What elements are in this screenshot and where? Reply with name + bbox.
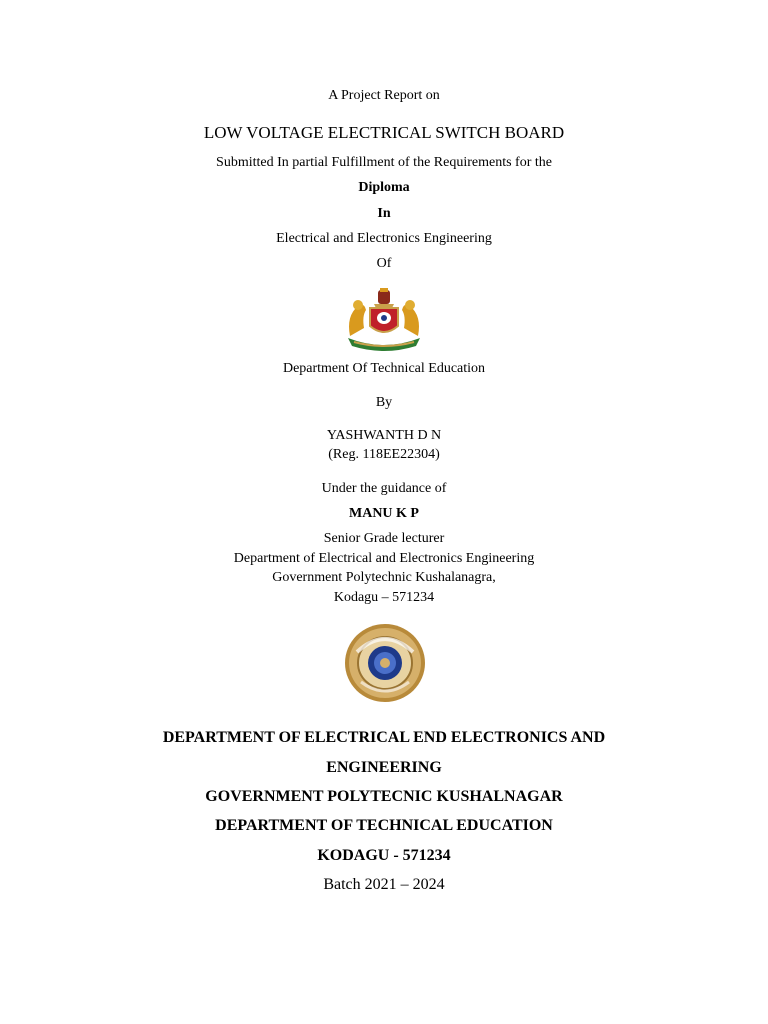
of-text: Of	[376, 256, 392, 271]
footer-line-2: ENGINEERING	[326, 759, 442, 776]
footer-line-5: KODAGU - 571234	[317, 847, 451, 864]
submitted-text: Submitted In partial Fulfillment of the Requirements for the	[216, 155, 552, 170]
guide-department: Department of Electrical and Electronics Engineering	[233, 551, 535, 566]
guidance-intro: Under the guidance of	[321, 481, 447, 496]
batch-text: Batch 2021 – 2024	[323, 876, 445, 893]
footer-line-3: GOVERNMENT POLYTECNIC KUSHALNAGAR	[205, 788, 563, 805]
report-intro: A Project Report on	[328, 88, 440, 103]
guide-place: Kodagu – 571234	[333, 590, 435, 605]
report-title: LOW VOLTAGE ELECTRICAL SWITCH BOARD	[203, 123, 565, 142]
guide-designation: Senior Grade lecturer	[323, 531, 445, 546]
footer-line-4: DEPARTMENT OF TECHNICAL EDUCATION	[215, 817, 553, 834]
student-reg: (Reg. 118EE22304)	[328, 447, 440, 462]
diploma-text: Diploma	[358, 180, 410, 195]
footer-line-1: DEPARTMENT OF ELECTRICAL END ELECTRONICS AND	[162, 729, 606, 746]
guide-college: Government Polytechnic Kushalanagra,	[272, 570, 496, 585]
state-emblem-logo	[344, 286, 424, 356]
guide-name: MANU K P	[349, 506, 419, 521]
department-text: Department Of Technical Education	[282, 361, 486, 376]
college-seal-logo	[343, 622, 427, 704]
by-text: By	[375, 395, 393, 410]
student-name: YASHWANTH D N	[326, 428, 442, 443]
in-text: In	[377, 206, 391, 221]
branch-text: Electrical and Electronics Engineering	[276, 231, 492, 246]
